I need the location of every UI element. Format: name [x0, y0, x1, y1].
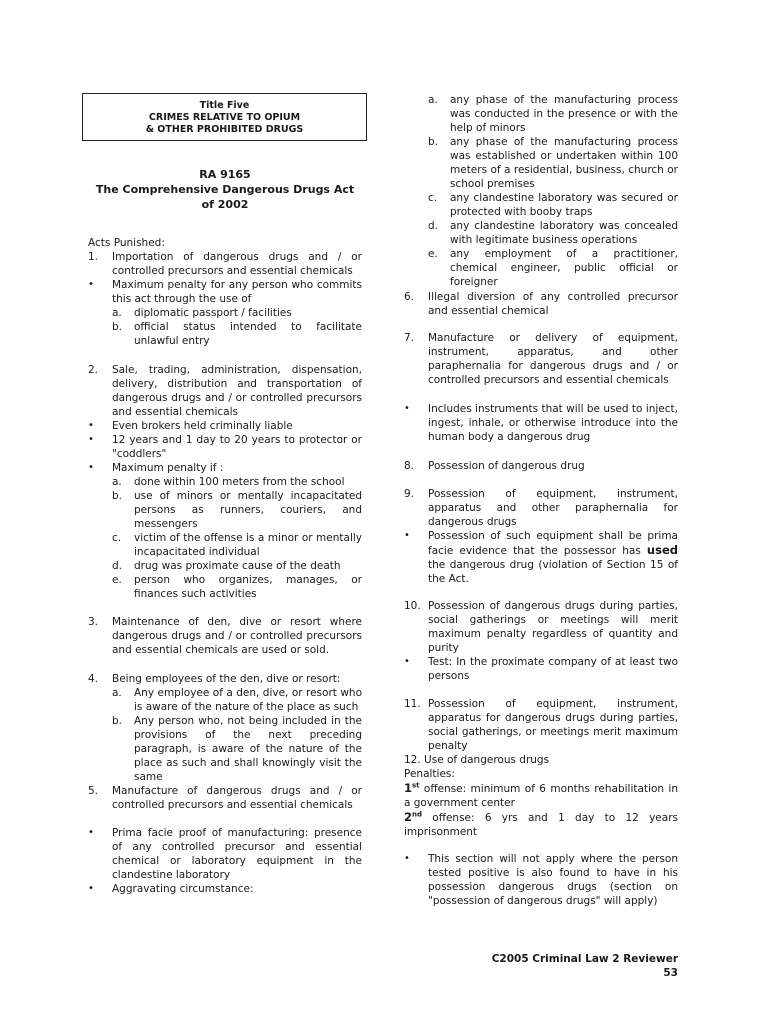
bullet-item: • 12 years and 1 day to 20 years to protector or "coddlers": [88, 434, 362, 460]
sub-item: b. any phase of the manufacturing process was established or undertaken within 100 meters of a residential, business, church or school premises: [428, 136, 678, 190]
sub-item: e. any employment of a practitioner, chemical engineer, public official or foreigner: [428, 248, 678, 288]
sub-item: b. official status intended to facilitate unlawful entry: [112, 321, 362, 347]
right-section-aggravating: [404, 93, 678, 289]
sub-item: a. diplomatic passport / facilities: [112, 307, 292, 319]
left-section-4: [88, 672, 362, 784]
page-footer: [492, 952, 678, 980]
act-year: of 2002: [201, 198, 249, 211]
title-box-line-1: Title Five: [199, 100, 250, 111]
bullet-item: • Test: In the proximate company of at least two persons: [404, 656, 678, 682]
sub-item: b. Any person who, not being included in the provisions of the next preceding paragraph, is aware of the nature of the place as such and shall knowingly visit the same: [112, 715, 362, 783]
bullet-item: • Prima facie proof of manufacturing: presence of any controlled precursor and essential chemical or laboratory equipment in the clandestine laboratory: [88, 827, 362, 881]
list-item: 6. Illegal diversion of any controlled precursor and essential chemical: [404, 291, 678, 317]
bullet-item: • Maximum penalty for any person who commits this act through the use of: [88, 279, 362, 305]
sub-item: b. use of minors or mentally incapacitated persons as runners, couriers, and messengers: [112, 490, 362, 530]
bullet-item: • Maximum penalty if :: [88, 462, 224, 474]
right-section-9: [404, 487, 678, 529]
left-section-5-bullets: [88, 826, 362, 896]
list-item: 5. Manufacture of dangerous drugs and / or controlled precursors and essential chemicals: [88, 785, 362, 811]
sub-item: a. any phase of the manufacturing process was conducted in the presence or with the help of minors: [428, 94, 678, 134]
title-box-line-3: & OTHER PROHIBITED DRUGS: [145, 124, 304, 135]
right-section-11: [404, 697, 678, 753]
acts-punished-heading: Acts Punished:: [88, 237, 165, 249]
list-item: 10. Possession of dangerous drugs during parties, social gatherings or meetings will merit maximum penalty regardless of quantity and purity: [404, 600, 678, 654]
right-section-8: [404, 459, 678, 473]
sub-item: d. any clandestine laboratory was concealed with legitimate business operations: [428, 220, 678, 246]
left-column: [88, 236, 362, 348]
sub-item: c. victim of the offense is a minor or mentally incapacitated individual: [112, 532, 362, 558]
sub-item: d. drug was proximate cause of the death: [112, 560, 341, 572]
bullet-item: • Even brokers held criminally liable: [88, 420, 293, 432]
right-section-12-bullet: [404, 852, 678, 908]
right-section-10-bullet: [404, 655, 678, 683]
sub-item: c. any clandestine laboratory was secured or protected with booby traps: [428, 192, 678, 218]
bullet-item: • This section will not apply where the person tested positive is also found to have in his possession dangerous drugs (section on "possession of dangerous drugs" will apply): [404, 853, 678, 907]
right-section-9-bullet: [404, 529, 678, 586]
right-section-7: [404, 331, 678, 387]
list-item: 1. Importation of dangerous drugs and / or controlled precursors and essential chemicals: [88, 251, 362, 277]
bullet-item: • Possession of such equipment shall be prima facie evidence that the possessor has used the dangerous drug (violation of Section 15 of the Act.: [404, 530, 678, 585]
list-item: 9. Possession of equipment, instrument, apparatus and other paraphernalia for dangerous drugs: [404, 488, 678, 528]
penalty-second-offense: 2nd offense: 6 yrs and 1 day to 12 years imprisonment: [404, 810, 678, 838]
title-box-line-2: CRIMES RELATIVE TO OPIUM: [148, 112, 301, 123]
list-item: 8. Possession of dangerous drug: [404, 460, 585, 472]
sub-item: a. done within 100 meters from the school: [112, 476, 345, 488]
list-item: 2. Sale, trading, administration, dispensation, delivery, distribution and transportation of dangerous drugs and / or controlled precursors and essential chemicals: [88, 364, 362, 418]
sub-item: e. person who organizes, manages, or finances such activities: [112, 574, 362, 600]
list-item: 7. Manufacture or delivery of equipment, instrument, apparatus, and other paraphernalia for dangerous drugs and / or controlled precursors and essential chemicals: [404, 332, 678, 386]
act-title: [88, 167, 362, 212]
penalty-first-offense: 1st offense: minimum of 6 months rehabilitation in a government center: [404, 781, 678, 809]
list-item: 4. Being employees of the den, dive or resort:: [88, 673, 341, 685]
page-number: 53: [663, 967, 678, 979]
right-section-6: [404, 290, 678, 318]
bullet-item: • Includes instruments that will be used to inject, ingest, inhale, or otherwise introduce into the human body a dangerous drug: [404, 403, 678, 443]
right-section-7-bullet: [404, 402, 678, 444]
sub-item: a. Any employee of a den, dive, or resort who is aware of the nature of the place as such: [112, 687, 362, 713]
list-item: 11. Possession of equipment, instrument, apparatus for dangerous drugs during parties, social gatherings, or meetings merit maximum penalty: [404, 698, 678, 752]
right-section-12: [404, 753, 678, 839]
penalties-heading: Penalties:: [404, 768, 455, 780]
right-section-10: [404, 599, 678, 655]
left-section-2: [88, 363, 362, 601]
list-item: 3. Maintenance of den, dive or resort where dangerous drugs and / or controlled precursors and essential chemicals are used or sold.: [88, 616, 362, 656]
left-section-5: [88, 784, 362, 812]
list-item: 12. Use of dangerous drugs: [404, 754, 550, 766]
act-name: The Comprehensive Dangerous Drugs Act: [95, 183, 355, 196]
title-box: [82, 93, 367, 141]
act-number: RA 9165: [199, 168, 251, 181]
left-section-3: [88, 615, 362, 657]
bullet-item: • Aggravating circumstance:: [88, 883, 254, 895]
footer-title: C2005 Criminal Law 2 Reviewer: [491, 953, 678, 965]
